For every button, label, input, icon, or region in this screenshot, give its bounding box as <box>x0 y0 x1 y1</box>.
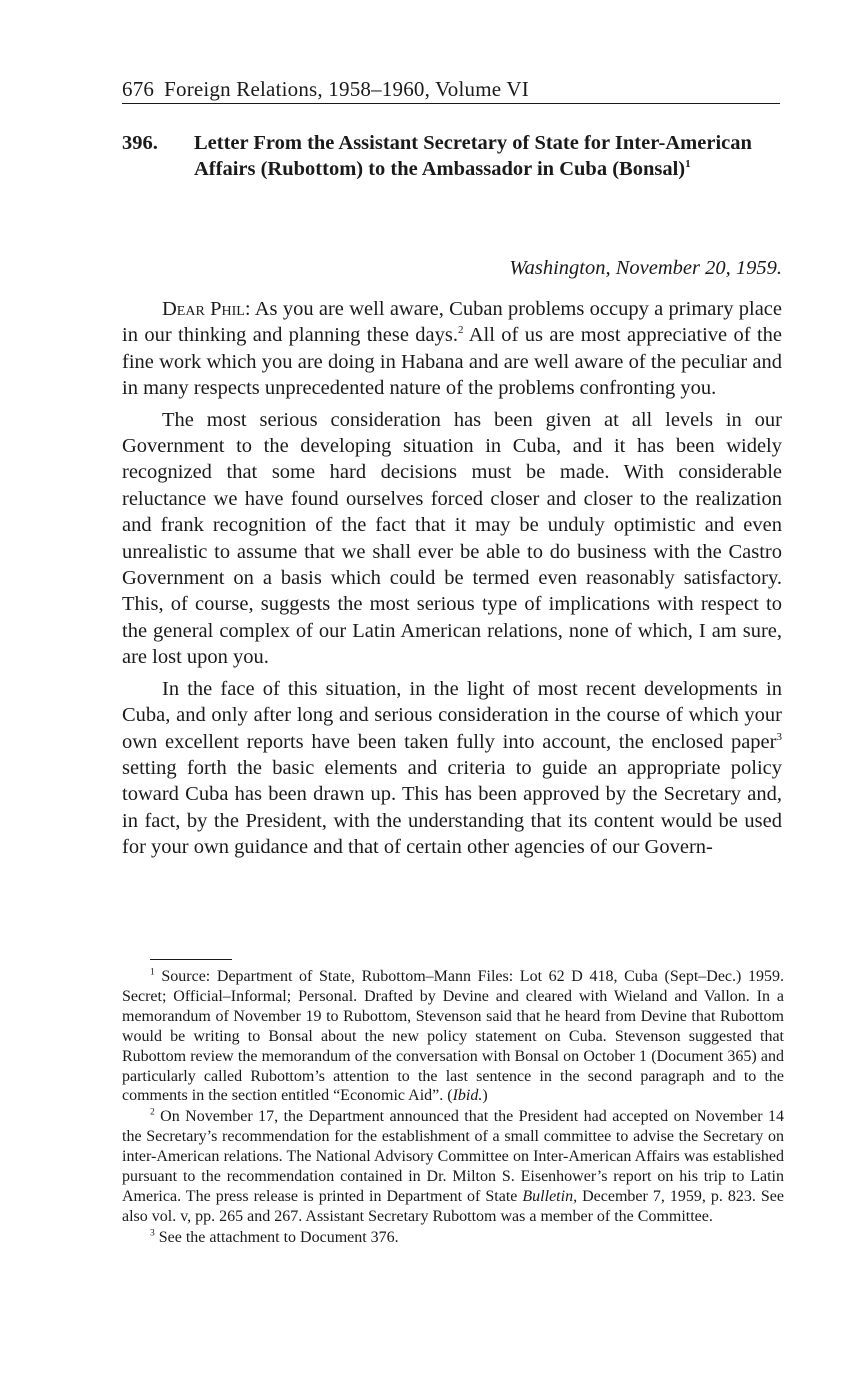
footnote-3 <box>122 1228 784 1248</box>
paragraph-2: The most serious consideration has been given at all levels in our Government to the developing situation in Cuba, and it has been widely recognized that some hard decisions must be made. With considerable reluctance we have found ourselves forced closer and closer to the realization and frank recognition of the fact that it may be unduly optimistic and even unrealistic to assume that we shall ever be able to do business with the Castro Government on a basis which could be termed even reasonably satisfactory. This, of course, suggests the most serious type of implications with respect to the general complex of our Latin American relations, none of which, I am sure, are lost upon you. <box>122 408 782 669</box>
footnote-1-mark: 1 <box>150 967 155 978</box>
footnotes <box>122 967 784 1249</box>
footnote-2-text-b: December 7, 1959, p. 823. See also vol. v, pp. 265 and 267. Assistant Secretary Rubottom was a member of the Committee. <box>122 1187 784 1225</box>
paragraph-1-text-b: All of us are most appreciative of the fine work which you are doing in Habana and are well aware of the peculiar and in many respects unprecedented nature of the problems confronting you. <box>122 324 782 400</box>
footnote-3-mark: 3 <box>150 1228 155 1239</box>
paragraph-1-text-a: As you are well aware, Cuban problems occupy a primary place in our thinking and planning these days. <box>122 298 782 347</box>
footnote-2-mark: 2 <box>150 1108 155 1119</box>
footnote-divider <box>150 959 232 960</box>
running-title: Foreign Relations, 1958–1960, Volume VI <box>164 77 529 101</box>
footnote-1-text-a: Source: Department of State, Rubottom–Mann Files: Lot 62 D 418, Cuba (Sept–Dec.) 1959. Secret; Official–Informal; Personal. Drafted by Devine and cleared with Wieland and Vallon. In a memorandum of November 19 to Rubottom, Stevenson said that he heard from Devine that Rubottom would be writing to Bonsal about the new policy statement on Cuba. Stevenson suggested that Rubottom review the memorandum of the conversation with Bonsal on October 1 (Document 365) and particularly called Rubottom’s attention to the last sentence in the second paragraph and to the comments in the section entitled “Economic Aid”. ( <box>122 968 784 1105</box>
footnote-2-text-a: On November 17, the Department announced that the President had accepted on November 14 the Secretary’s recommendation for the establishment of a small committee to advise the Secretary on inter-American relations. The National Advisory Committee on Inter-American Affairs was established pursuant to the recommendation contained in Dr. Milton S. Eisenhower’s report on his trip to Latin America. The press release is printed in Department of State <box>122 1108 784 1205</box>
page-number: 676 <box>122 77 155 101</box>
paragraph-3-text-b: setting forth the basic elements and criteria to guide an appropriate policy toward Cuba has been drawn up. This has been approved by the Secretary and, in fact, by the President, with the understanding that its content would be used for your own guidance and that of certain other agencies of our Govern- <box>122 756 782 859</box>
document-title-text: Letter From the Assistant Secretary of State for Inter-American Affairs (Rubottom) to the Ambassador in Cuba (Bonsal) <box>194 132 752 180</box>
document-number: 396. <box>122 132 158 154</box>
dateline: Washington, November 20, 1959. <box>509 257 782 279</box>
footnote-ref-1: 1 <box>685 158 691 171</box>
letter-body <box>122 296 782 866</box>
paragraph-3-text-a: In the face of this situation, in the light of most recent developments in Cuba, and only after long and serious consideration in the course of which your own excellent reports have been taken fully into account, the enclosed paper <box>122 677 782 753</box>
paragraph-1 <box>122 296 782 402</box>
footnote-1-text-b: ) <box>482 1087 488 1105</box>
footnote-1 <box>122 967 784 1106</box>
salutation: Dear Phil: <box>162 298 251 320</box>
footnote-1-ibid: Ibid. <box>452 1087 483 1105</box>
footnote-2-bulletin: Bulletin, <box>522 1187 578 1205</box>
running-head <box>122 76 780 104</box>
footnote-3-text: See the attachment to Document 376. <box>154 1228 399 1246</box>
footnote-2 <box>122 1107 784 1226</box>
paragraph-3 <box>122 676 782 861</box>
footnote-ref-3: 3 <box>776 730 782 743</box>
footnote-ref-2: 2 <box>458 324 464 337</box>
document-title <box>194 130 782 182</box>
